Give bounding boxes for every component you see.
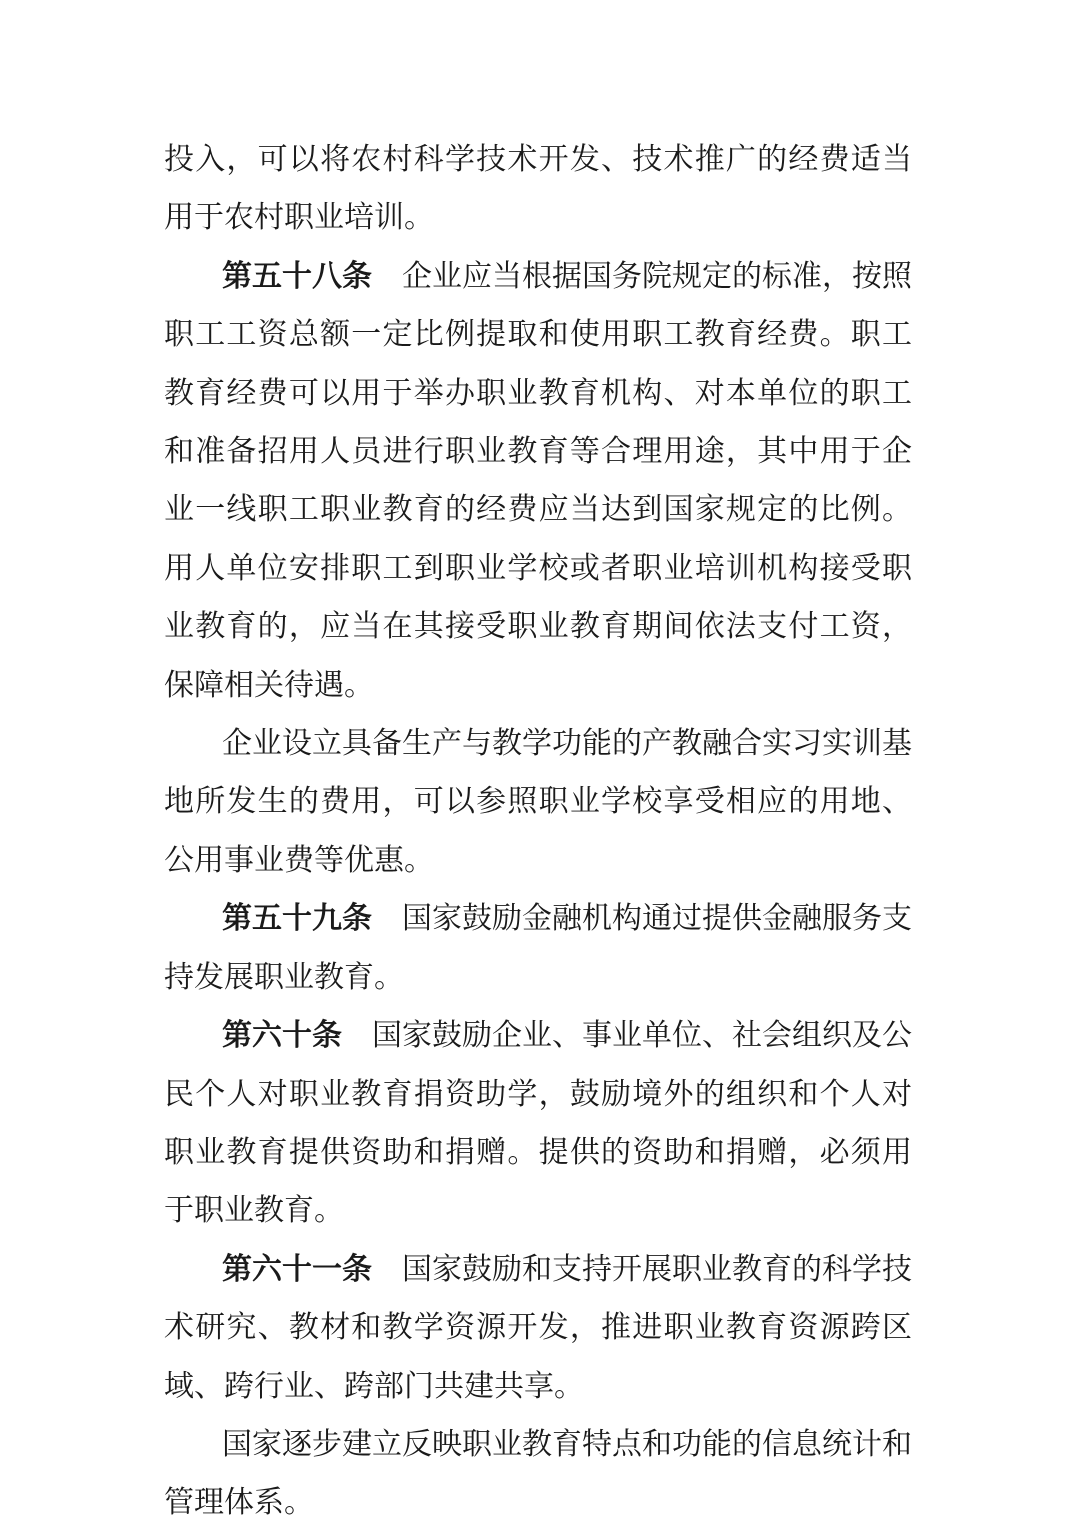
article-number: 第五十八条 — [222, 258, 372, 294]
article-61 — [164, 1241, 912, 1416]
paragraph-text: 国家鼓励金融机构通过提供金融服务支持发展职业教育。 — [164, 901, 912, 995]
article-number: 第五十九条 — [222, 901, 372, 937]
article-61-paragraph-2 — [164, 1416, 912, 1533]
article-59 — [164, 890, 912, 1007]
article-58-paragraph-2 — [164, 715, 912, 890]
article-60 — [164, 1007, 912, 1241]
paragraph-text: 企业应当根据国务院规定的标准，按照职工工资总额一定比例提取和使用职工教育经费。职工教育经费可以用于举办职业教育机构、对本单位的职工和准备招用人员进行职业教育等合理用途，其中用于企业一线职工职业教育的经费应当达到国家规定的比例。用人单位安排职工到职业学校或者职业培训机构接受职业教育的，应当在其接受职业教育期间依法支付工资，保障相关待遇。 — [164, 258, 912, 703]
article-number: 第六十条 — [222, 1018, 342, 1054]
paragraph-continuation — [164, 131, 912, 248]
document-body — [164, 131, 912, 1533]
article-number: 第六十一条 — [222, 1251, 372, 1287]
paragraph-text: 国家逐步建立反映职业教育特点和功能的信息统计和管理体系。 — [164, 1426, 912, 1521]
article-58 — [164, 248, 912, 715]
paragraph-text: 投入，可以将农村科学技术开发、技术推广的经费适当用于农村职业培训。 — [164, 142, 912, 236]
paragraph-text: 国家鼓励和支持开展职业教育的科学技术研究、教材和教学资源开发，推进职业教育资源跨区域、跨行业、跨部门共建共享。 — [164, 1251, 912, 1404]
paragraph-text: 企业设立具备生产与教学功能的产教融合实习实训基地所发生的费用，可以参照职业学校享受相应的用地、公用事业费等优惠。 — [164, 726, 912, 878]
paragraph-text: 国家鼓励企业、事业单位、社会组织及公民个人对职业教育捐资助学，鼓励境外的组织和个人对职业教育提供资助和捐赠。提供的资助和捐赠，必须用于职业教育。 — [164, 1018, 912, 1229]
